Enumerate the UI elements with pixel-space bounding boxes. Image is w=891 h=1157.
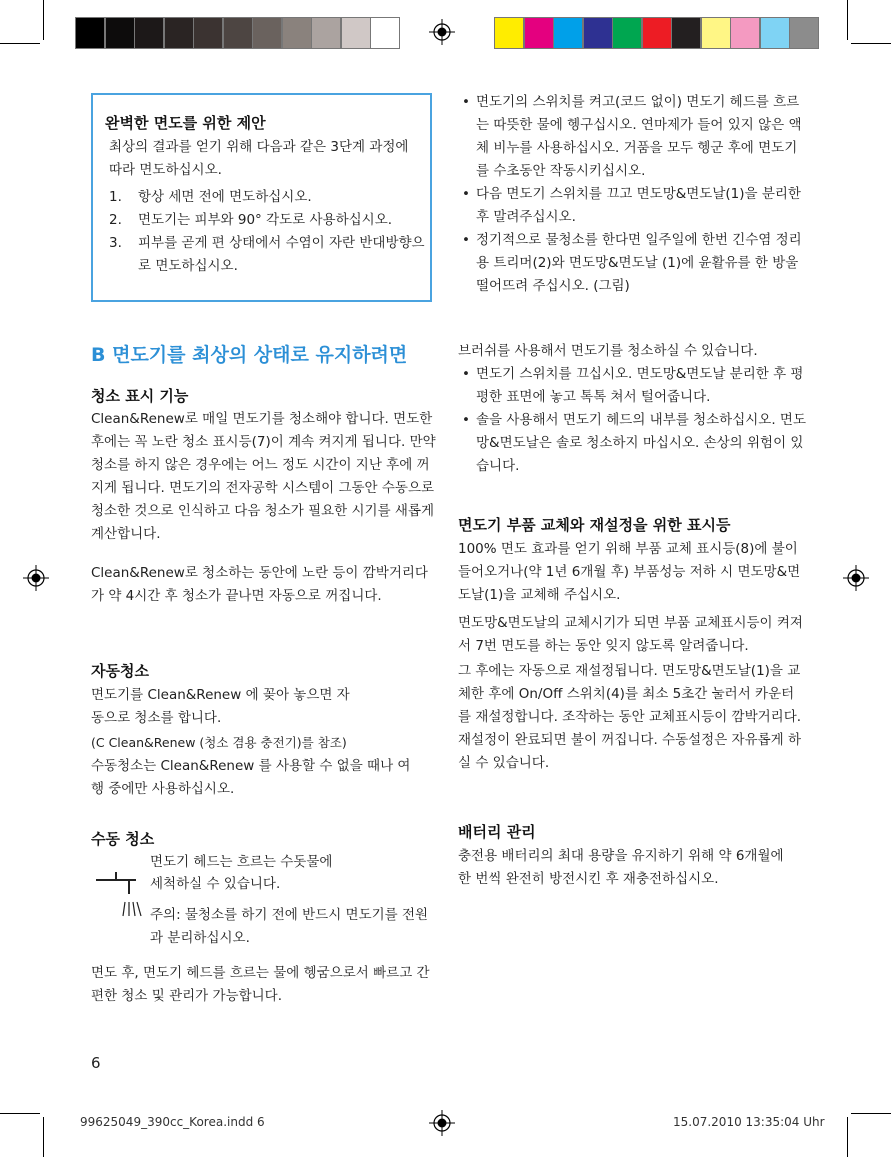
page-number: 6	[91, 1054, 101, 1072]
gray-step-swatch	[105, 17, 135, 49]
color-swatch	[612, 17, 642, 49]
battery-title: 배터리 관리	[458, 823, 536, 841]
gray-step-swatch	[223, 17, 253, 49]
gray-step-swatch	[252, 17, 282, 49]
tip-box-intro: 최상의 결과를 얻기 위해 다음과 같은 3단계 과정에 따라 면도하십시오.	[109, 139, 409, 178]
list-item: • 면도기의 스위치를 켜고(코드 없이) 면도기 헤드를 흐르는 따뜻한 물에 헹구십시오. 연마제가 들어 있지 않은 액체 비누를 사용하십시오. 거품을 모두 헹군 후에 면도기를 수초동안 작동시키십시오.	[462, 91, 807, 183]
gray-step-swatch	[193, 17, 223, 49]
cleaning-indicator-text-2: Clean&Renew로 청소하는 동안에 노란 등이 깜박거리다가 약 4시간 후 청소가 끝나면 자동으로 꺼집니다.	[91, 565, 428, 604]
color-swatch	[701, 17, 731, 49]
list-item: • 솔을 사용해서 면도기 헤드의 내부를 청소하십시오. 면도망&면도날은 솔로 청소하지 마십시오. 손상의 위험이 있습니다.	[462, 409, 807, 478]
list-item: • 다음 면도기 스위치를 끄고 면도망&면도날(1)을 분리한 후 말려주십시오.	[462, 183, 807, 229]
gray-step-swatch	[282, 17, 312, 49]
color-swatch	[730, 17, 760, 49]
color-swatch	[789, 17, 819, 49]
auto-cleaning-text: 면도기를 Clean&Renew 에 꽂아 놓으면 자동으로 청소를 합니다.	[91, 687, 350, 726]
manual-cleaning-line1: 면도기 헤드는 흐르는 수돗물에	[150, 854, 333, 870]
crop-mark	[847, 1117, 848, 1157]
registration-mark-icon	[23, 565, 49, 591]
tip-box-steps	[109, 186, 425, 278]
replacement-title: 면도기 부품 교체와 재설정을 위한 표시등	[458, 516, 731, 534]
registration-mark-icon	[429, 1110, 455, 1136]
color-swatch	[642, 17, 672, 49]
list-item: • 면도기 스위치를 끄십시오. 면도망&면도날 분리한 후 평평한 표면에 놓고 톡톡 쳐서 털어줍니다.	[462, 363, 807, 409]
manual-cleaning-line2: 세척하실 수 있습니다.	[150, 876, 281, 892]
replacement-text-3: 그 후에는 자동으로 재설정됩니다. 면도망&면도날(1)을 교체한 후에 On/Off 스위치(4)를 최소 5초간 눌러서 카운터를 재설정합니다. 조작하는 동안 교체표시등이 깜박거리다. 재설정이 완료되면 불이 꺼집니다. 수동설정은 자유롭게 하실 수 있습니다.	[458, 663, 802, 771]
gray-step-swatch	[134, 17, 164, 49]
crop-mark	[851, 1113, 891, 1114]
auto-cleaning-title: 자동청소	[91, 662, 149, 680]
color-swatch	[671, 17, 701, 49]
tip-box	[91, 93, 432, 302]
replacement-text-2: 면도망&면도날의 교체시기가 되면 부품 교체표시등이 켜져서 7번 면도를 하는 동안 잊지 않도록 알려줍니다.	[458, 615, 803, 654]
color-swatch	[494, 17, 524, 49]
crop-mark	[0, 43, 40, 44]
gray-step-swatch	[75, 17, 105, 49]
crop-mark	[43, 0, 44, 40]
battery-text: 충전용 배터리의 최대 용량을 유지하기 위해 약 6개월에 한 번씩 완전히 방전시킨 후 재충전하십시오.	[458, 848, 784, 887]
gray-step-swatch	[164, 17, 194, 49]
tip-step: 2. 면도기는 피부와 90° 각도로 사용하십시오.	[109, 212, 393, 228]
manual-cleaning-after: 면도 후, 면도기 헤드를 흐르는 물에 헹굼으로서 빠르고 간편한 청소 및 관리가 가능합니다.	[91, 965, 430, 1004]
footer-file: 99625049_390cc_Korea.indd 6	[80, 1115, 265, 1129]
crop-mark	[847, 0, 848, 40]
right-bullets-brush	[462, 363, 807, 478]
auto-cleaning-ref: (C Clean&Renew (청소 겸용 충전기)를 참조)	[91, 735, 347, 750]
color-swatch	[583, 17, 613, 49]
right-bullets-top	[462, 91, 807, 298]
manual-cleaning-title: 수동 청소	[91, 830, 155, 848]
water-tap-icon	[96, 872, 146, 920]
registration-mark-icon	[843, 565, 869, 591]
section-heading: B 면도기를 최상의 상태로 유지하려면	[91, 344, 408, 366]
crop-mark	[0, 1113, 40, 1114]
crop-mark	[851, 43, 891, 44]
cleaning-indicator-text: Clean&Renew로 매일 면도기를 청소해야 합니다. 면도한 후에는 꼭 노란 청소 표시등(7)이 계속 켜지게 됩니다. 만약 청소를 하지 않은 경우에는 어느 정도 시간이 지난 후에 꺼지게 됩니다. 면도기의 전자공학 시스템이 그동안 수동으로 청소한 것으로 인식하고 다음 청소가 필요한 시기를 새롭게 계산합니다.	[91, 411, 436, 542]
auto-cleaning-note: 수동청소는 Clean&Renew 를 사용할 수 없을 때나 여행 중에만 사용하십시오.	[91, 758, 411, 797]
color-swatch	[760, 17, 790, 49]
gray-step-swatch	[341, 17, 371, 49]
gray-step-swatch	[370, 17, 400, 49]
crop-mark	[43, 1117, 44, 1157]
brush-intro: 브러쉬를 사용해서 면도기를 청소하실 수 있습니다.	[458, 343, 758, 359]
color-swatch	[524, 17, 554, 49]
manual-cleaning-warning: 주의: 물청소를 하기 전에 반드시 면도기를 전원과 분리하십시오.	[150, 907, 429, 946]
tip-step: 1. 항상 세면 전에 면도하십시오.	[109, 189, 312, 205]
gray-step-swatch	[311, 17, 341, 49]
cleaning-indicator-title: 청소 표시 기능	[91, 387, 189, 405]
replacement-text-1: 100% 면도 효과를 얻기 위해 부품 교체 표시등(8)에 불이 들어오거나(약 1년 6개월 후) 부품성능 저하 시 면도망&면도날(1)을 교체해 주십시오.	[458, 541, 801, 603]
list-item: • 정기적으로 물청소를 한다면 일주일에 한번 긴수염 정리용 트리머(2)와 면도망&면도날 (1)에 윤활유를 한 방울 떨어뜨려 주십시오. (그림)	[462, 229, 807, 298]
tip-box-title: 완벽한 면도를 위한 제안	[105, 114, 266, 132]
tip-step: 3. 피부를 곧게 편 상태에서 수염이 자란 반대방향으로 면도하십시오.	[109, 235, 425, 274]
color-swatch	[553, 17, 583, 49]
footer-date: 15.07.2010 13:35:04 Uhr	[673, 1115, 825, 1129]
registration-mark-icon	[429, 19, 455, 45]
